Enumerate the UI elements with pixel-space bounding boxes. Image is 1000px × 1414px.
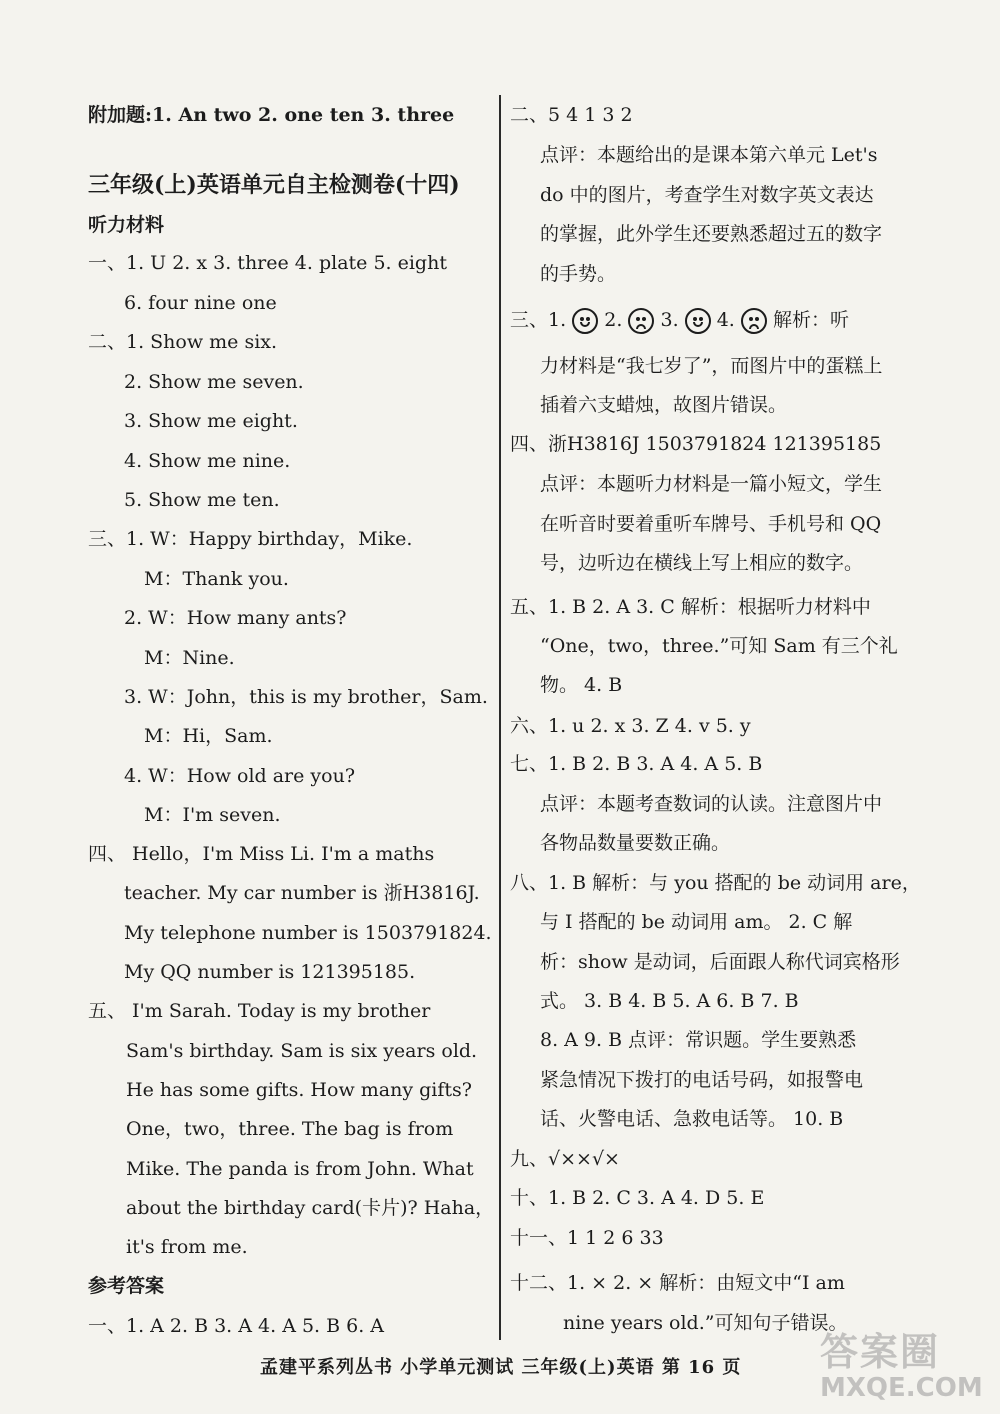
sad-face-icon <box>628 308 654 334</box>
comment-line: 紧急情况下拨打的电话号码，如报警电 <box>540 1069 864 1091</box>
comment-line: 式。 3. B 4. B 5. A 6. B 7. B <box>540 990 799 1012</box>
comment-line: 8. A 9. B 点评：常识题。学生要熟悉 <box>540 1029 857 1051</box>
passage-line: 五、 I'm Sarah. Today is my brother <box>88 1000 431 1022</box>
answer-line: 二、5 4 1 3 2 <box>510 104 633 126</box>
column-divider <box>499 95 501 1340</box>
text-line: M：Nine. <box>144 647 235 669</box>
answer-line: 十一、1 1 2 6 33 <box>510 1227 664 1249</box>
item-number: 4. <box>716 309 735 331</box>
item-number: 3. <box>660 309 679 331</box>
comment-line: 号，边听边在横线上写上相应的数字。 <box>540 552 864 574</box>
answers-heading: 参考答案 <box>88 1275 165 1297</box>
comment-line: 点评：本题考查数词的认读。注意图片中 <box>540 793 883 815</box>
answer-line: 九、√××√× <box>510 1148 620 1170</box>
section-number: 三、 <box>510 309 549 331</box>
item-number: 2. <box>604 309 623 331</box>
page-footer: 孟建平系列丛书 小学单元测试 三年级(上)英语 第 16 页 <box>260 1357 742 1378</box>
extra-question-answers: 附加题:1. An two 2. one ten 3. three <box>88 104 455 126</box>
text-line: 5. Show me ten. <box>124 489 280 511</box>
text-line: 三、1. W：Happy birthday，Mike. <box>88 528 413 550</box>
comment-line: 与 I 搭配的 be 动词用 am。 2. C 解 <box>540 911 853 933</box>
watermark-text: 答案圈 <box>820 1330 941 1374</box>
comment-line: 点评：本题给出的是课本第六单元 Let's <box>540 144 878 166</box>
listening-heading: 听力材料 <box>88 214 165 236</box>
comment-line: 点评：本题听力材料是一篇小短文，学生 <box>540 473 883 495</box>
passage-line: teacher. My car number is 浙H3816J. <box>124 882 480 904</box>
text-line: 3. Show me eight. <box>124 410 298 432</box>
text-line: M：I'm seven. <box>144 804 281 826</box>
passage-line: Mike. The panda is from John. What <box>126 1158 474 1180</box>
text-line: 2. Show me seven. <box>124 371 304 393</box>
passage-line: My telephone number is 1503791824. <box>124 922 492 944</box>
text-line: 一、1. U 2. x 3. three 4. plate 5. eight <box>88 252 447 274</box>
test-title: 三年级(上)英语单元自主检测卷(十四) <box>88 172 460 198</box>
item-number: 1. <box>548 309 567 331</box>
text-line: M：Hi，Sam. <box>144 725 273 747</box>
passage-line: He has some gifts. How many gifts? <box>126 1079 472 1101</box>
comment-line: do 中的图片，考查学生对数字英文表达 <box>540 184 874 206</box>
answer-line: 十二、1. × 2. × 解析：由短文中“I am <box>510 1272 845 1294</box>
watermark-logo <box>820 1330 983 1410</box>
answer-line: 七、1. B 2. B 3. A 4. A 5. B <box>510 753 763 775</box>
passage-line: My QQ number is 121395185. <box>124 961 416 983</box>
text-line: M：Thank you. <box>144 568 289 590</box>
text-line: 4. W：How old are you? <box>124 765 356 787</box>
answer-line: 五、1. B 2. A 3. C 解析：根据听力材料中 <box>510 596 871 618</box>
sad-face-icon <box>741 308 767 334</box>
comment-line: nine years old.”可知句子错误。 <box>563 1312 848 1334</box>
text-line: 2. W：How many ants? <box>124 607 347 629</box>
passage-line: One，two，three. The bag is from <box>126 1118 454 1140</box>
comment-line: 析：show 是动词，后面跟人称代词宾格形 <box>540 951 900 973</box>
text-line: 二、1. Show me six. <box>88 331 278 353</box>
comment-line: 的手势。 <box>540 263 617 285</box>
answer-line: 六、1. u 2. x 3. Z 4. v 5. y <box>510 715 751 737</box>
comment-line: 的掌握，此外学生还要熟悉超过五的数字 <box>540 223 883 245</box>
faces-answer-line <box>510 306 849 334</box>
smiley-face-icon <box>685 308 711 334</box>
comment-line: 力材料是“我七岁了”，而图片中的蛋糕上 <box>540 355 883 377</box>
smiley-face-icon <box>572 308 598 334</box>
comment-line: 插着六支蜡烛，故图片错误。 <box>540 394 788 416</box>
analysis-label: 解析：听 <box>772 309 849 331</box>
passage-line: 四、 Hello，I'm Miss Li. I'm a maths <box>88 843 435 865</box>
text-line: 3. W：John，this is my brother，Sam. <box>124 686 488 708</box>
passage-line: about the birthday card(卡片)? Haha， <box>126 1197 495 1219</box>
answer-line: 四、浙H3816J 1503791824 121395185 <box>510 433 882 455</box>
comment-line: 物。 4. B <box>540 674 623 696</box>
answer-line: 一、1. A 2. B 3. A 4. A 5. B 6. A <box>88 1315 385 1337</box>
comment-line: 话、火警电话、急救电话等。 10. B <box>540 1108 844 1130</box>
comment-line: 在听音时要着重听车牌号、手机号和 QQ <box>540 513 882 535</box>
comment-line: “One，two，three.”可知 Sam 有三个礼 <box>540 635 898 657</box>
answer-line: 十、1. B 2. C 3. A 4. D 5. E <box>510 1187 765 1209</box>
comment-line: 各物品数量要数正确。 <box>540 832 731 854</box>
passage-line: it's from me. <box>126 1236 248 1258</box>
answer-line: 八、1. B 解析：与 you 搭配的 be 动词用 are， <box>510 872 921 894</box>
watermark-url: MXQE.COM <box>820 1373 983 1403</box>
passage-line: Sam's birthday. Sam is six years old. <box>126 1040 478 1062</box>
text-line: 6. four nine one <box>124 292 277 314</box>
text-line: 4. Show me nine. <box>124 450 291 472</box>
